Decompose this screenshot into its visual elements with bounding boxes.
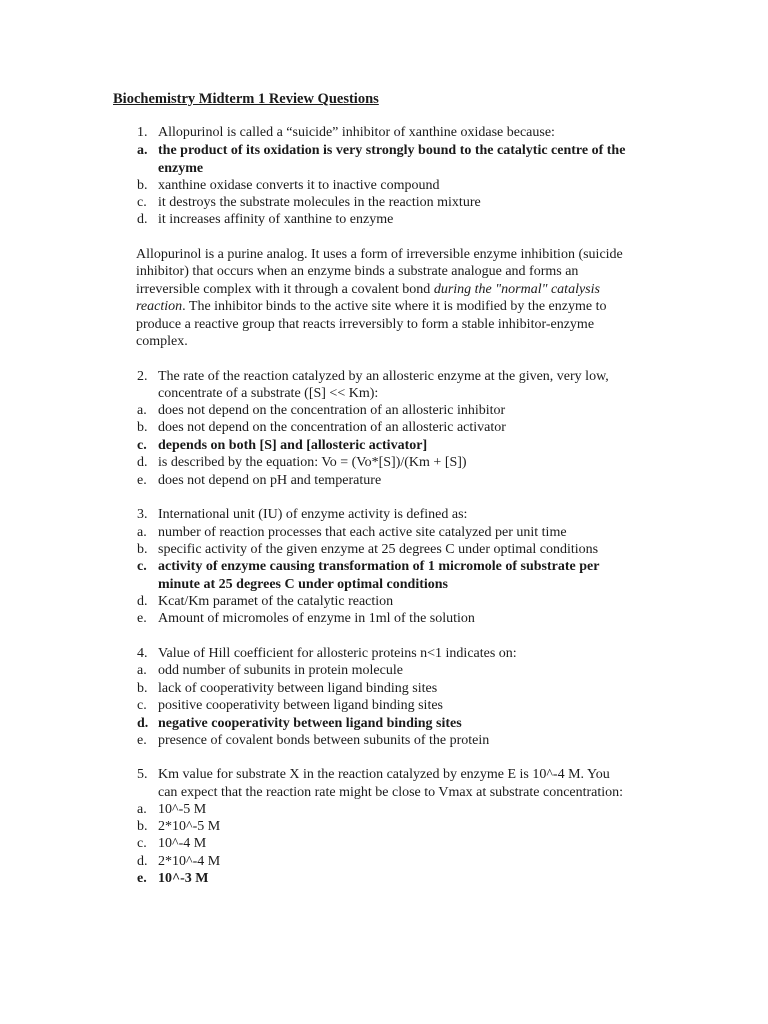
question-number: 1.: [137, 125, 148, 140]
answer-letter: b.: [137, 542, 148, 557]
answer-text-cont: enzyme: [158, 161, 204, 176]
answer-letter: c.: [137, 559, 147, 574]
answer-text-cont: minute at 25 degrees C under optimal conditions: [158, 577, 448, 592]
answer-letter: a.: [137, 143, 148, 158]
answer-text: lack of cooperativity between ligand binding sites: [158, 681, 438, 696]
explanation-line: produce a reactive group that reacts irreversibly to form a stable inhibitor-enzyme: [136, 317, 595, 332]
answer-letter: e.: [137, 611, 147, 626]
answer-letter: c.: [137, 836, 147, 851]
answer-letter: e.: [137, 733, 147, 748]
answer-text: Amount of micromoles of enzyme in 1ml of the solution: [158, 611, 475, 626]
question-prompt: Km value for substrate X in the reaction catalyzed by enzyme E is 10^-4 M. You: [158, 767, 610, 782]
answer-text: does not depend on the concentration of an allosteric activator: [158, 420, 506, 435]
answer-letter: d.: [137, 212, 148, 227]
question-number: 2.: [137, 369, 148, 384]
question-prompt-cont: can expect that the reaction rate might be close to Vmax at substrate concentration:: [158, 785, 624, 800]
answer-text: does not depend on pH and temperature: [158, 473, 382, 488]
answer-text: it destroys the substrate molecules in the reaction mixture: [158, 195, 481, 210]
question-prompt: Allopurinol is called a “suicide” inhibitor of xanthine oxidase because:: [158, 125, 555, 140]
answer-letter: a.: [137, 663, 147, 678]
answer-text: Kcat/Km paramet of the catalytic reaction: [158, 594, 394, 609]
answer-text: 2*10^-5 M: [158, 819, 221, 834]
answer-text: depends on both [S] and [allosteric activator]: [158, 438, 428, 453]
answer-text: 2*10^-4 M: [158, 854, 221, 869]
answer-letter: d.: [137, 716, 149, 731]
answer-text: activity of enzyme causing transformation of 1 micromole of substrate per: [158, 559, 600, 574]
explanation-line: inhibitor) that occurs when an enzyme binds a substrate analogue and forms an: [136, 264, 579, 279]
answer-letter: d.: [137, 455, 148, 470]
answer-letter: b.: [137, 178, 148, 193]
answer-letter: a.: [137, 802, 147, 817]
answer-letter: b.: [137, 420, 148, 435]
answer-text: 10^-5 M: [158, 802, 207, 817]
answer-text: 10^-3 M: [158, 871, 209, 886]
answer-text: odd number of subunits in protein molecule: [158, 663, 403, 678]
answer-letter: c.: [137, 438, 147, 453]
answer-text: xanthine oxidase converts it to inactive compound: [158, 178, 440, 193]
explanation-italic: during the "normal" catalysis: [433, 282, 600, 297]
answer-letter: d.: [137, 594, 148, 609]
answer-text: negative cooperativity between ligand binding sites: [158, 716, 462, 731]
question-prompt: Value of Hill coefficient for allosteric proteins n<1 indicates on:: [158, 646, 517, 661]
explanation-text: irreversible complex with it through a covalent bond: [136, 282, 434, 297]
answer-text: is described by the equation: Vo = (Vo*[S])/(Km + [S]): [158, 455, 467, 470]
answer-letter: e.: [137, 871, 147, 886]
answer-text: number of reaction processes that each active site catalyzed per unit time: [158, 525, 567, 540]
answer-letter: d.: [137, 854, 148, 869]
explanation-line: [136, 281, 600, 298]
question-number: 4.: [137, 646, 148, 661]
explanation-line: [136, 298, 606, 315]
answer-letter: b.: [137, 819, 148, 834]
explanation-text: . The inhibitor binds to the active site where it is modified by the enzyme to: [182, 299, 607, 314]
answer-letter: a.: [137, 525, 147, 540]
answer-text: positive cooperativity between ligand binding sites: [158, 698, 443, 713]
answer-letter: e.: [137, 473, 147, 488]
question-prompt: International unit (IU) of enzyme activity is defined as:: [158, 507, 468, 522]
answer-text: presence of covalent bonds between subunits of the protein: [158, 733, 490, 748]
answer-letter: c.: [137, 698, 147, 713]
explanation-line: Allopurinol is a purine analog. It uses a form of irreversible enzyme inhibition (suicide: [136, 247, 623, 262]
answer-text: it increases affinity of xanthine to enzyme: [158, 212, 394, 227]
page-title: Biochemistry Midterm 1 Review Questions: [113, 91, 379, 107]
answer-text: specific activity of the given enzyme at 25 degrees C under optimal conditions: [158, 542, 599, 557]
answer-letter: a.: [137, 403, 147, 418]
answer-text: 10^-4 M: [158, 836, 207, 851]
question-prompt-cont: concentrate of a substrate ([S] << Km):: [158, 386, 379, 401]
answer-letter: c.: [137, 195, 147, 210]
answer-text: does not depend on the concentration of an allosteric inhibitor: [158, 403, 506, 418]
answer-letter: b.: [137, 681, 148, 696]
question-number: 5.: [137, 767, 148, 782]
question-prompt: The rate of the reaction catalyzed by an allosteric enzyme at the given, very low,: [158, 369, 609, 384]
answer-text: the product of its oxidation is very strongly bound to the catalytic centre of the: [158, 143, 626, 158]
explanation-line: complex.: [136, 334, 188, 349]
explanation-italic: reaction: [136, 299, 183, 314]
question-number: 3.: [137, 507, 148, 522]
